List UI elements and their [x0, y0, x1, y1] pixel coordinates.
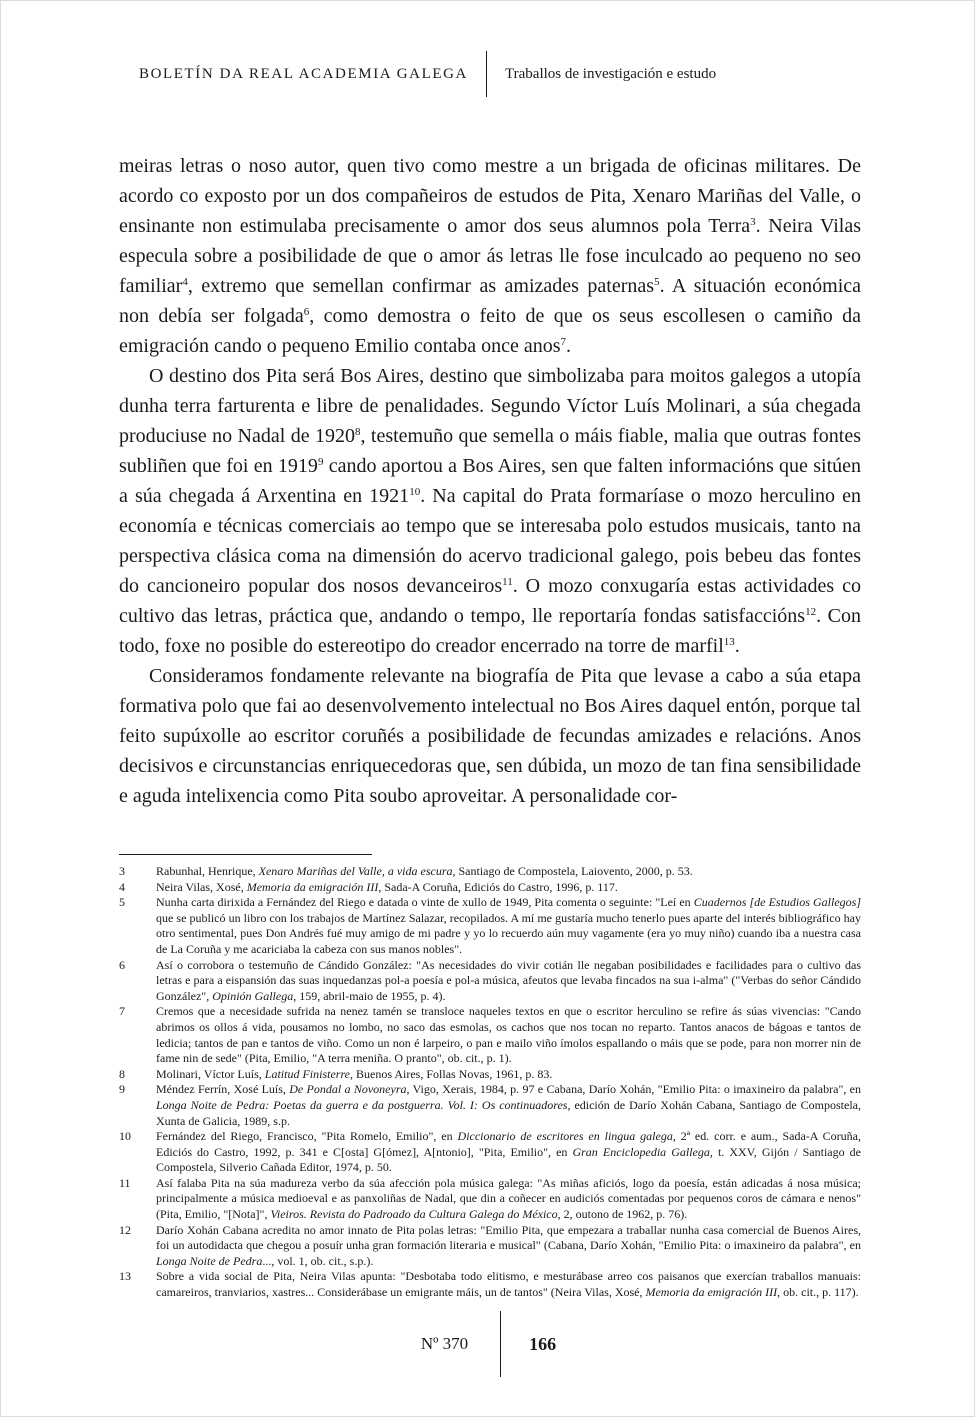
italic-text: Latitud Finisterre [264, 1066, 351, 1081]
text-run: . Con todo, foxe no posible do estereotipo do creador encerrado na torre de marfil [119, 605, 861, 657]
italic-text: Longa Noite de Pedra [156, 1253, 263, 1268]
text-run: Así o corrobora o testemuño de Cándido González: "As necesidades do vivir cotián lle negaban posibilidades e facilidades para o cultivo das letras e para a eispansión das suas inquedanzas pol-a poesía e pol-a música, afeutos que levaba fincados na sua i-alma" ("Verbas do señor Cándido González", [156, 957, 861, 1003]
text-run: Méndez Ferrín, Xosé Luís, [156, 1082, 290, 1097]
body-paragraph [119, 151, 861, 361]
footnote-text [156, 1176, 861, 1223]
footnote-ref: 3 [750, 216, 756, 228]
footnote-number: 12 [119, 1222, 131, 1237]
text-run: , Sada-A Coruña, Ediciós do Castro, 1996, p. 117. [378, 879, 618, 894]
text-run: , t. XXV, Gijón / Santiago de Compostela, Silverio Cañada Editor, 1974, p. 50. [156, 1144, 861, 1175]
footnote-text [156, 864, 861, 880]
text-run: , 159, abril-maio de 1955, p. 4). [293, 988, 446, 1003]
italic-text: Xenaro Mariñas del Valle, a vida escura [258, 864, 453, 878]
text-run: Cremos que a necesidade sufrida na nenez tamén se transloce naqueles textos en que o escritor herculino se refire ás súas vivencias: "Cando abrimos os ollos á vida, pousamos no lombo, no saco das esmolas, os cachos que nos tocan no reparto. Tantos anacos de bágoas e tantos de ledicia; tantos de pan e tantos de viño. Como un non é larpeiro, o pan e mailo viño ímolos espallando o máis que se pode, para non morrer nin de fame nin de sede" (Pita, Emilio, "A terra meniña. O pranto", ob. cit., p. 1). [156, 1004, 861, 1066]
footnote-text [156, 1269, 861, 1300]
footnote-text [156, 1004, 861, 1066]
text-run: meiras letras o noso autor, quen tivo como mestre a un brigada de oficinas militares. De acordo co exposto por un dos compañeiros de estudos de Pita, Xenaro Mariñas del Valle, o ensinante non estimulaba precisamente o amor dos seus alumnos pola Terra [119, 155, 861, 237]
italic-text: De Pondal a Novoneyra [289, 1082, 407, 1097]
text-run: ..., vol. 1, ob. cit., s.p.). [262, 1253, 374, 1268]
footnotes-list [119, 864, 861, 1301]
text-run: . [566, 335, 572, 357]
footnote-ref: 5 [654, 276, 660, 288]
italic-text: Memoria da emigración III [645, 1285, 778, 1300]
footnote-number: 13 [119, 1269, 131, 1284]
footnote-text [156, 1223, 861, 1270]
footnote-ref: 12 [805, 606, 817, 618]
footnote-ref: 10 [409, 486, 421, 498]
text-run: Nunha carta dirixida a Fernández del Riego e datada o vinte de xullo de 1949, Pita comenta o seguinte: "Leí en [156, 895, 694, 910]
footnote-number: 6 [119, 957, 125, 972]
footnote-text [156, 895, 861, 957]
footnote-text [156, 1067, 861, 1083]
footnote [119, 1082, 861, 1129]
text-run: Neira Vilas, Xosé, [156, 879, 247, 894]
footnote-number: 8 [119, 1066, 125, 1081]
text-run: Fernández del Riego, Francisco, "Pita Romelo, Emilio", en [156, 1129, 458, 1144]
footnote [119, 1129, 861, 1176]
text-run: , testemuño que semella o máis fiable, malia que outras fontes subliñen que foi en 1919 [119, 425, 861, 477]
footnote-ref: 7 [560, 336, 567, 348]
footnote-number: 9 [119, 1082, 125, 1097]
text-run: , como demostra o feito de que os seus escollesen o camiño da emigración cando o pequeno Emilio contaba once anos [119, 305, 861, 357]
footnote-text [156, 1082, 861, 1129]
text-run: , edición de Darío Xohán Cabana, Santiago de Compostela, Xunta de Galicia, 1989, s.p. [156, 1097, 861, 1128]
journal-title: BOLETÍN DA REAL ACADEMIA GALEGA [138, 65, 468, 82]
footnote-number: 11 [119, 1175, 131, 1190]
footnote-number: 4 [119, 879, 125, 894]
footnote [119, 1067, 861, 1083]
text-run: O destino dos Pita será Bos Aires, destino que simbolizaba para moitos galegos a utopía dunha terra farturenta e libre de penalidades. Segundo Víctor Luís Molinari, a súa chegada produciuse no Nadal de 1920 [119, 365, 861, 447]
text-run: Darío Xohán Cabana acredita no amor innato de Pita polas letras: "Emilio Pita, que empezara a traballar nunha casa comercial de Buenos Aires, foi un autodidacta que chegou a posuír unha gran formación literaria e musical" (Cabana, Darío Xohán, "Emilio Pita: o imaxineiro da palabra", en [156, 1222, 861, 1253]
footnote [119, 1269, 861, 1300]
section-title: Traballos de investigación e estudo [505, 65, 717, 82]
text-run: Rabunhal, Henrique, [156, 864, 259, 878]
footnote [119, 1176, 861, 1223]
footnote-number: 7 [119, 1004, 125, 1019]
footnote-text [156, 1129, 861, 1176]
text-run: . O mozo conxugaría estas actividades co cultivo das letras, práctica que, andando o tempo, lle reportaría fondas satisfaccións [119, 575, 861, 627]
body-text [119, 151, 861, 811]
italic-text: Memoria da emigración III [246, 879, 379, 894]
text-run: . Neira Vilas especula sobre a posibilidade de que o amor ás letras lle fose inculcado ao pequeno no seo familiar [119, 215, 861, 297]
page-header [119, 51, 861, 97]
text-run: cando aportou a Bos Aires, sen que falten informacións que sitúen a súa chegada á Arxentina en 1921 [119, 455, 861, 507]
text-run: que se publicó un libro con los trabajos de Martínez Salazar, recopilados. A mí me gustaría mucho tenerlo pues aparte del interés bibliográfico hay otro sentimental, pues Don Andrés fué muy amigo de mi padre y yo lo recuerdo aún muy vagamente (era yo muy niño) cuando iba a nuestra casa de La Coruña y me acariciaba la cabeza con sus manos nobles". [156, 910, 861, 956]
footnote-ref: 11 [502, 576, 513, 588]
italic-text: Cuadernos [de Estudios Gallegos] [693, 895, 861, 910]
text-run: , extremo que semellan confirmar as amizades paternas [187, 275, 655, 297]
footnote [119, 1004, 861, 1066]
footnote-rule [119, 854, 372, 855]
text-run: , ob. cit., p. 117). [777, 1285, 859, 1300]
text-run: , Vigo, Xerais, 1984, p. 97 e Cabana, Darío Xohán, "Emilio Pita: o imaxineiro da palabra", en [406, 1082, 861, 1097]
italic-text: Vieiros. Revista do Padroado da Cultura Galega do México [270, 1207, 558, 1222]
italic-text: Diccionario de escritores en lingua galega [457, 1129, 673, 1144]
footnote-ref: 9 [317, 456, 324, 468]
text-run: . [734, 635, 740, 657]
page-footer [1, 1309, 975, 1379]
footnote-number: 5 [119, 895, 125, 910]
footnote-text [156, 880, 861, 896]
footnote [119, 895, 861, 957]
text-run: , 2ª ed. corr. e aum., Sada-A Coruña, Ediciós do Castro, 1992, p. 341 e C[osta] G[ómez], A[ntonio], "Pita, Emilio", en [156, 1129, 862, 1159]
footnote [119, 880, 861, 896]
footnote [119, 958, 861, 1005]
text-run: , Santiago de Compostela, Laiovento, 2000, p. 53. [452, 864, 693, 878]
footnote-ref: 8 [354, 426, 361, 438]
body-paragraph [119, 661, 861, 811]
footnote-text [156, 958, 861, 1005]
italic-text: Gran Enciclopedia Gallega [572, 1144, 710, 1159]
italic-text: Longa Noite de Pedra: Poetas da guerra e da postguerra. Vol. I: Os continuadores [156, 1097, 568, 1112]
italic-text: Opinión Gallega [212, 988, 294, 1003]
footnote-ref: 13 [723, 636, 735, 648]
footnote-number: 3 [119, 864, 125, 878]
text-run: , 2, outono de 1962, p. 76). [557, 1207, 688, 1222]
footnote [119, 1223, 861, 1270]
text-run: . A situación económica non debía ser folgada [119, 275, 862, 327]
footnote [119, 864, 861, 880]
text-run: . Na capital do Prata formaríase o mozo herculino en economía e técnicas comerciais ao tempo que se interesaba polo estudos musicais, tanto na perspectiva clásica coma na dimensión do acervo tradicional galego, pois bebeu das fontes do cancioneiro popular dos nosos devanceiros [119, 485, 862, 597]
body-paragraph [119, 361, 861, 661]
text-run: Consideramos fondamente relevante na biografía de Pita que levase a cabo a súa etapa formativa polo que fai ao desenvolvemento intelectual no Bos Aires daquel entón, porque tal feito supúxolle ao escritor coruñés a posibilidade de fecundas amizades e relacións. Anos decisivos e circunstancias enriquecedoras que, sen dúbida, un mozo de tan fina sensibilidade e aguda intelixencia como Pita soubo aproveitar. A personalidade cor- [119, 665, 862, 807]
text-run: Así falaba Pita na súa madureza verbo da súa afección pola música galega: "As miñas aficiós, logo da poesía, están adicadas á nosa música; principalmente a música medioeval e as panxoliñas de Nadal, que din a coñecer en audiciós comentadas por pequenos coros de cámara e nenos" (Pita, Emilio, "[Nota]", [156, 1175, 861, 1222]
footnote-ref: 6 [303, 306, 310, 318]
text-run: , Buenos Aires, Follas Novas, 1961, p. 83. [350, 1066, 553, 1081]
footnote-number: 10 [119, 1129, 131, 1144]
footer-divider [500, 1311, 501, 1377]
page-number: 166 [529, 1333, 557, 1354]
issue-number: Nº 370 [420, 1334, 469, 1353]
footnotes-section [119, 854, 861, 1301]
text-run: Molinari, Víctor Luís, [156, 1066, 265, 1081]
text-run: Sobre a vida social de Pita, Neira Vilas apunta: "Desbotaba todo elitismo, e mesturábase arreo cos paisanos que exercían traballos manuais: camareiros, tranviarios, xastres... Considerábase un emigrante máis, un de tantos" (Neira Vilas, Xosé, [156, 1269, 861, 1300]
footnote-ref: 4 [182, 276, 188, 288]
